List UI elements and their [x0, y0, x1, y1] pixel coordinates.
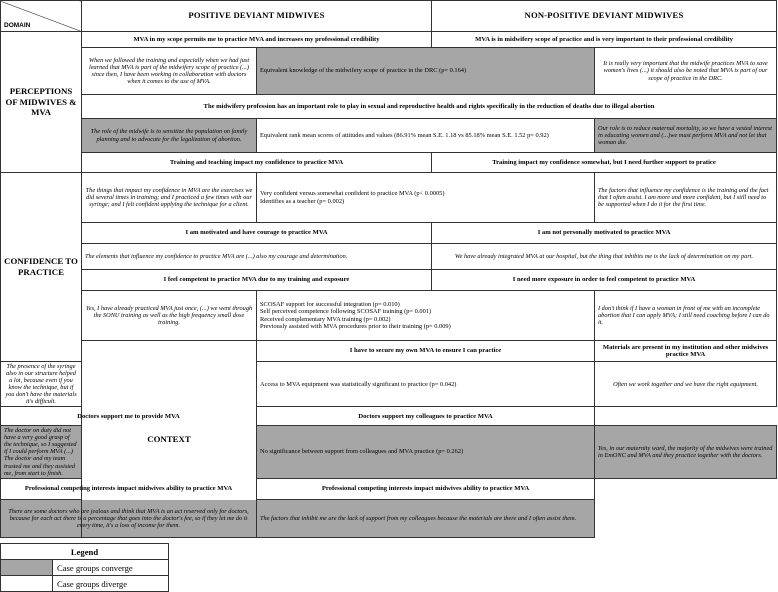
context-quote3-positive: There are some doctors who are jealous and think that MVA is an act reserved only for doctors, because for each act there is a percentage that goes into the doctor's fee, so if they let me do it every time, it's a loss of income for them.	[1, 499, 257, 537]
context-theme3-nonpositive: Professional competing interests impact midwives ability to practice MVA	[257, 478, 595, 499]
confidence-theme1-nonpositive: Training impact my confidence somewhat, but I need further support to pratice	[432, 153, 777, 173]
context-theme1-nonpositive: Materials are present in my institution and other midwives practice MVA	[595, 341, 777, 362]
context-theme1-positive: I have to secure my own MVA to ensure I can practice	[257, 341, 595, 362]
domain-perceptions: PERCEPTIONS OF MIDWIVES & MVA	[1, 32, 82, 173]
context-theme2-nonpositive: Doctors support my colleagues to practice MVA	[257, 407, 595, 426]
context-quote1-nonpositive: Often we work together and we have the right equipment.	[595, 362, 777, 407]
confidence-quote1-nonpositive: The factors that influence my confidence is the training and the fact that I often assist. I am more and more confident, but I still need to be supported when I do it for the first time.	[595, 173, 777, 223]
perceptions-stat1: Equivalent knowledge of the midwifery scope of practice in the DRC (p= 0.164)	[257, 48, 595, 95]
confidence-stat3-d: Previously assisted with MVA procedures prior to their training (p= 0.009)	[260, 322, 451, 330]
perceptions-stat2: Equivalent rank mean scores of attitudes and values (86.91% mean S.E. 1.18 vs 85.18% mean S.E. 1.52 p= 0.92)	[257, 119, 595, 153]
perceptions-theme1-positive: MVA in my scope permits me to practice MVA and increases my professional credibility	[82, 32, 432, 48]
legend-swatch-converge	[1, 560, 53, 576]
confidence-stat3-a: SCOSAF support for successful integration (p= 0.010)	[260, 301, 400, 309]
context-stat1: Access to MVA equipment was statistically significant to practice (p= 0.042)	[257, 362, 595, 407]
domain-confidence: CONFIDENCE TO PRACTICE	[1, 173, 82, 362]
perceptions-quote2-nonpositive: Our role is to reduce maternal mortality, so we have a vested interest in educating women and (...)we must perform MVA and not let that woman die.	[595, 119, 777, 153]
perceptions-quote1-positive: When we followed the training and especially when we had just learned that MVA is part of the midwifery scope of practice (...) since then, I have been working in collaboration with doctors when it comes to the use of MVA.	[82, 48, 257, 95]
confidence-stat1-b: Identifies as a teacher (p= 0.002)	[260, 197, 345, 205]
domain-context: CONTEXT	[82, 341, 257, 538]
confidence-theme3-positive: I feel competent to practice MVA due to my training and exposure	[82, 270, 432, 291]
perceptions-quote2-positive: The role of the midwife is to sensitize the population on family planning and to advocate for the legalization of abortion.	[82, 119, 257, 153]
confidence-stat3-c: Received complementary MVA training (p= 0.002)	[260, 315, 391, 323]
context-theme2-positive: Doctors support me to provide MVA	[1, 407, 257, 426]
confidence-quote3-nonpositive: I don't think if I have a woman in front of me with an incomplete abortion that I can apply MVA; I still need coaching before I can do it.	[595, 291, 777, 341]
legend-label-converge: Case groups converge	[53, 560, 169, 576]
perceptions-quote1-nonpositive: It is really very important that the midwife practices MVA to save women's lives (...) it should also be noted that MVA is part of our scope of practice in the DRC.	[595, 48, 777, 95]
perceptions-theme2: The midwifery profession has an important role to play in sexual and reproductive health and rights specifically in the reduction of deaths due to illegal abortion	[82, 95, 777, 119]
confidence-theme1-positive: Training and teaching impact my confidence to practice MVA	[82, 153, 432, 173]
non-positive-deviant-header: NON-POSITIVE DEVIANT MIDWIVES	[432, 1, 777, 32]
confidence-theme2-positive: I am motivated and have courage to practice MVA	[82, 223, 432, 244]
legend-swatch-diverge	[1, 576, 53, 592]
confidence-quote1-positive: The things that impact my confidence in MVA are the exercises we did several times in training; and I practiced a few times with our syringe; and I felt confident applying the technique for a client.	[82, 173, 257, 223]
context-theme3-positive: Professional competing interests impact midwives ability to practice MVA	[1, 478, 257, 499]
legend	[0, 543, 169, 592]
context-quote2-nonpositive: Yes, in our maternity ward, the majority of the midwives were trained in EmONC and MVA and they practice together with the doctors.	[595, 426, 777, 478]
confidence-quote3-positive: Yes, I have already practiced MVA just once, (...) we went through the SONU training as well as the high frequency small dose training.	[82, 291, 257, 341]
confidence-stats1	[257, 173, 595, 223]
confidence-theme2-nonpositive: I am not personally motivated to practice MVA	[432, 223, 777, 244]
confidence-quote2-nonpositive: We have already integrated MVA at our hospital, but the thing that inhibits me is the lack of determination on my part.	[432, 244, 777, 270]
domain-header-label: DOMAIN	[4, 21, 31, 29]
context-quote1-positive: The presence of the syringe also in our structure helped a lot, because even if you know the technique, but if you don't have the materials it's difficult.	[1, 362, 82, 407]
positive-deviant-header: POSITIVE DEVIANT MIDWIVES	[82, 1, 432, 32]
perceptions-theme1-nonpositive: MVA is in midwifery scope of practice and is very important to their professional credibility	[432, 32, 777, 48]
confidence-theme3-nonpositive: I need more exposure in order to feel competent to practice MVA	[432, 270, 777, 291]
confidence-stats3	[257, 291, 595, 341]
context-quote2-positive: The doctor on duty did not have a very good grasp of the technique, so I suggested if I could perform MVA (...) The doctor and my team trusted me and they assisted me, from start to finish.	[1, 426, 82, 478]
confidence-quote2-positive: The elements that influence my confidence to practice MVA are (...) also my courage and determination.	[82, 244, 432, 270]
confidence-stat1-a: Very confident versus somewhat confident to practice MVA (p< 0.0005)	[260, 190, 445, 198]
legend-title: Legend	[1, 544, 169, 560]
legend-label-diverge: Case groups diverge	[53, 576, 169, 592]
context-quote3-nonpositive: The factors that inhibit me are the lack of support from my colleagues because the materials are there and I often assist them.	[257, 499, 595, 537]
context-stat2: No significance between support from colleagues and MVA practice (p= 0.262)	[257, 426, 595, 478]
domain-header-cell	[1, 1, 82, 32]
confidence-stat3-b: Self perceived competence following SCOSAF training (p= 0.001)	[260, 308, 432, 316]
